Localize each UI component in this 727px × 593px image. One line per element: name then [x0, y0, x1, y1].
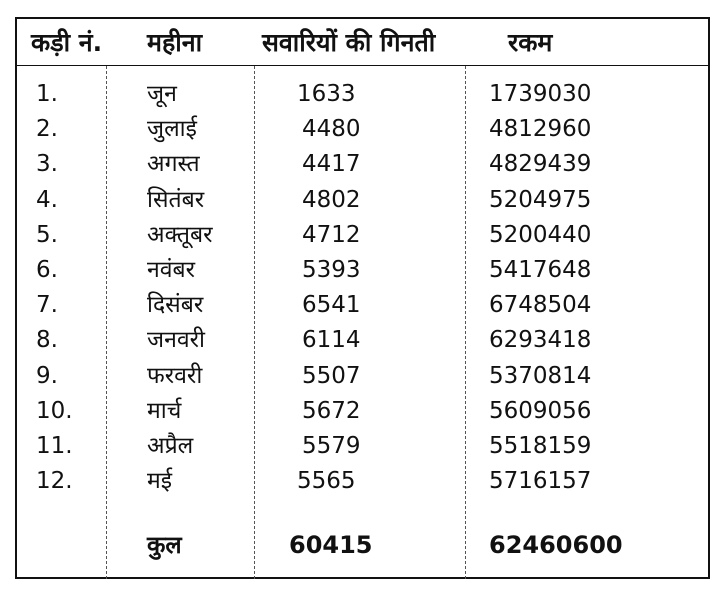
row-month: जनवरी: [147, 327, 205, 354]
header-amount: रकम: [508, 28, 553, 57]
total-amount: 62460600: [489, 531, 623, 559]
row-amount: 5417648: [489, 257, 592, 283]
row-serial: 1.: [36, 81, 58, 107]
row-rides: 1633: [297, 81, 356, 107]
table-frame: [15, 17, 710, 579]
row-serial: 10.: [36, 397, 73, 424]
row-serial: 2.: [36, 116, 58, 143]
row-serial: 12.: [36, 468, 73, 495]
row-month: नवंबर: [147, 257, 196, 283]
total-rides: 60415: [289, 531, 373, 559]
header-month: महीना: [147, 28, 203, 57]
header-serial: कड़ी नं.: [31, 28, 103, 57]
row-serial: 6.: [36, 257, 58, 283]
row-amount: 5200440: [489, 221, 592, 248]
row-rides: 5672: [302, 397, 361, 424]
row-amount: 4829439: [489, 151, 592, 178]
row-month: मई: [147, 468, 173, 495]
row-serial: 4.: [36, 186, 58, 213]
column-divider-serial: [106, 66, 107, 579]
row-amount: 6293418: [489, 327, 592, 354]
header-rides: सवारियों की गिनती: [262, 28, 436, 57]
row-month: फरवरी: [147, 362, 203, 389]
row-month: मार्च: [147, 397, 182, 424]
column-divider-month: [254, 66, 255, 579]
row-serial: 8.: [36, 327, 58, 354]
row-amount: 5204975: [489, 186, 592, 213]
row-amount: 4812960: [489, 116, 592, 143]
row-serial: 3.: [36, 151, 58, 178]
row-month: जून: [147, 81, 177, 107]
row-rides: 6541: [302, 292, 361, 319]
row-amount: 1739030: [489, 81, 592, 107]
row-amount: 6748504: [489, 292, 592, 319]
row-amount: 5609056: [489, 397, 592, 424]
row-rides: 4480: [302, 116, 361, 143]
row-amount: 5518159: [489, 433, 592, 459]
row-rides: 5393: [302, 257, 361, 283]
total-label: कुल: [147, 531, 182, 559]
row-rides: 5579: [302, 433, 361, 459]
header-divider: [15, 65, 710, 66]
row-rides: 5565: [297, 468, 356, 495]
row-month: दिसंबर: [147, 292, 204, 319]
row-month: अप्रैल: [147, 433, 194, 459]
row-serial: 11.: [36, 433, 73, 459]
row-rides: 6114: [302, 327, 361, 354]
column-divider-rides: [465, 66, 466, 579]
row-rides: 5507: [302, 362, 361, 389]
row-month: जुलाई: [147, 116, 197, 143]
row-rides: 4417: [302, 151, 361, 178]
row-month: अगस्त: [147, 151, 200, 178]
row-month: सितंबर: [147, 186, 205, 213]
row-serial: 5.: [36, 221, 58, 248]
row-rides: 4802: [302, 186, 361, 213]
row-month: अक्तूबर: [147, 221, 213, 248]
row-amount: 5716157: [489, 468, 592, 495]
row-amount: 5370814: [489, 362, 592, 389]
row-rides: 4712: [302, 221, 361, 248]
row-serial: 7.: [36, 292, 58, 319]
row-serial: 9.: [36, 362, 58, 389]
